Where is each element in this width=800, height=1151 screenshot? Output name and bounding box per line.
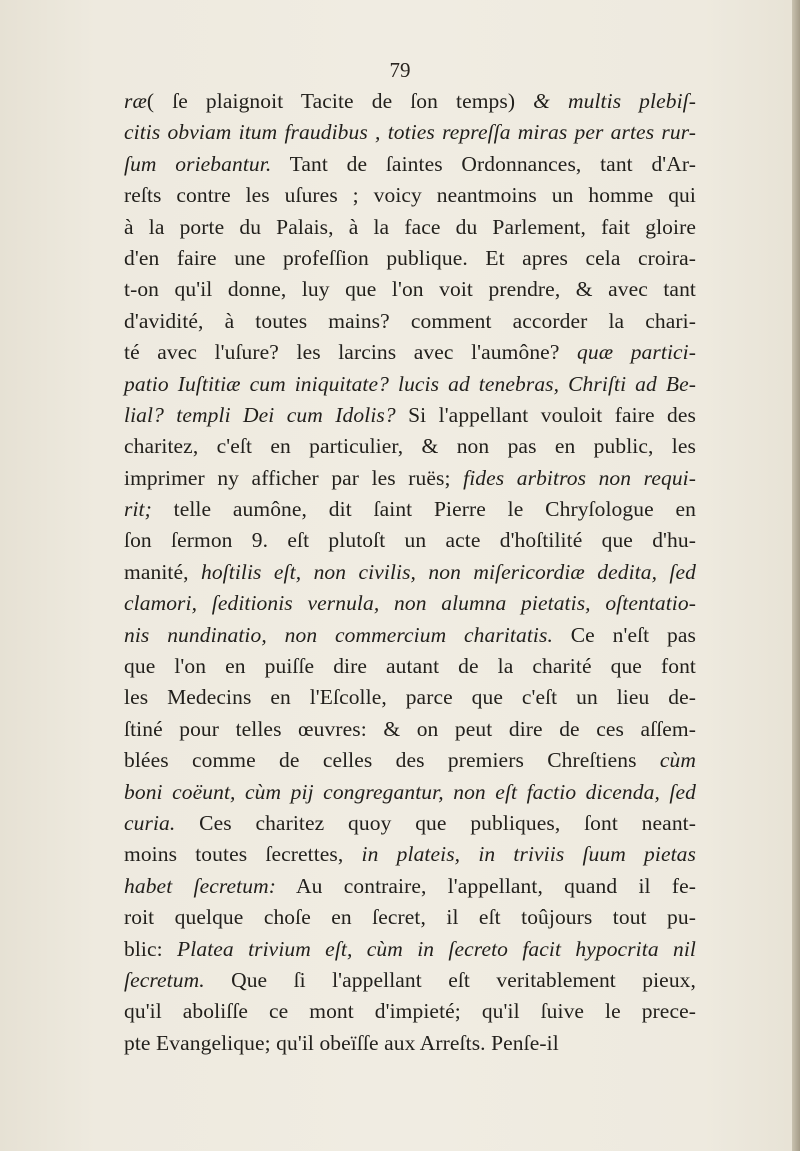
text-line: [124, 463, 696, 494]
roman-text: roit quelque choſe en ſecret, il eſt toûjours tout pu-: [124, 905, 696, 930]
text-line: [124, 902, 696, 933]
roman-text: blic:: [124, 936, 178, 961]
italic-latin-quote: ſum oriebantur.: [124, 151, 272, 176]
italic-latin-quote: quæ partici-: [577, 340, 696, 365]
text-line: [124, 369, 696, 400]
roman-text: Si l'appellant vouloit faire des: [395, 402, 697, 427]
text-line: [124, 965, 696, 996]
text-line: [124, 243, 696, 274]
text-line: [124, 934, 696, 965]
roman-text: d'avidité, à toutes mains? comment accorder la chari-: [124, 308, 696, 333]
text-line: [124, 86, 696, 117]
italic-latin-quote: curia.: [124, 810, 176, 835]
text-line: [124, 620, 696, 651]
page-number: 79: [389, 58, 411, 82]
text-line: [124, 808, 696, 839]
roman-text: ſtiné pour telles œuvres: & on peut dire de ces aſſem-: [124, 716, 696, 741]
italic-latin-quote: lial? templi Dei cum Idolis?: [124, 402, 396, 427]
roman-text: moins toutes ſecrettes,: [124, 842, 362, 867]
italic-latin-quote: boni coëunt, cùm pij congregantur, non eſt factio dicenda, ſed: [124, 779, 696, 804]
roman-text: té avec l'uſure? les larcins avec l'aumône?: [124, 340, 578, 365]
italic-latin-quote: patio Iuſtitiæ cum iniquitate? lucis ad tenebras, Chriſti ad Be-: [124, 371, 696, 396]
roman-text: Ce n'eſt pas: [552, 622, 696, 647]
text-line: [124, 839, 696, 870]
italic-latin-quote: ræ: [124, 89, 147, 113]
italic-latin-quote: citis obviam itum fraudibus , toties repreſſa miras per artes rur-: [124, 120, 696, 145]
text-line: [124, 651, 696, 682]
roman-text: que l'on en puiſſe dire autant de la charité que font: [124, 654, 696, 679]
text-line: [124, 117, 696, 148]
italic-latin-quote: rit;: [124, 497, 152, 522]
roman-text: blées comme de celles des premiers Chreſtiens: [124, 748, 660, 773]
roman-text: d'en faire une profeſſion publique. Et apres cela croira-: [124, 245, 696, 270]
text-line: [124, 149, 696, 180]
text-line: [124, 588, 696, 619]
text-line: [124, 274, 696, 305]
text-line: [124, 212, 696, 243]
roman-text: ( ſe plaignoit Tacite de ſon temps): [146, 89, 534, 113]
text-line: [124, 682, 696, 713]
roman-text: Au contraire, l'appellant, quand il fe-: [275, 873, 696, 898]
text-line: [124, 525, 696, 556]
italic-latin-quote: & multis plebiſ-: [533, 89, 696, 113]
roman-text: manité,: [124, 559, 201, 584]
text-line: [124, 996, 696, 1027]
page-edge: [792, 0, 800, 1151]
italic-latin-quote: cùm: [659, 748, 696, 773]
text-line: [124, 557, 696, 588]
roman-text: t-on qu'il donne, luy que l'on voit prendre, & avec tant: [124, 277, 696, 302]
roman-text: les Medecins en l'Eſcolle, parce que c'eſt un lieu de-: [124, 685, 696, 710]
italic-latin-quote: ſecretum.: [124, 967, 205, 992]
roman-text: imprimer ny afficher par les ruës;: [124, 465, 464, 490]
italic-latin-quote: clamori, ſeditionis vernula, non alumna pietatis, oſtentatio-: [124, 591, 696, 616]
roman-text: Que ſi l'appellant eſt veritablement pieux,: [204, 967, 696, 992]
roman-text: Ces charitez quoy que publiques, ſont neant-: [175, 810, 696, 835]
text-line: [124, 714, 696, 745]
italic-latin-quote: fides arbitros non requi-: [463, 465, 696, 490]
text-line: [124, 180, 696, 211]
italic-latin-quote: hoſtilis eſt, non civilis, non miſericordiæ dedita, ſed: [200, 559, 697, 584]
text-line: [124, 337, 696, 368]
text-line: [124, 871, 696, 902]
roman-text: charitez, c'eſt en particulier, & non pas en public, les: [124, 434, 696, 459]
text-line: [124, 400, 696, 431]
roman-text: à la porte du Palais, à la face du Parlement, fait gloire: [124, 214, 696, 239]
roman-text: qu'il aboliſſe ce mont d'impieté; qu'il ſuive le prece-: [124, 999, 696, 1024]
italic-latin-quote: nis nundinatio, non commercium charitatis.: [124, 622, 553, 647]
text-line: [124, 494, 696, 525]
roman-text: Tant de ſaintes Ordonnances, tant d'Ar-: [271, 151, 696, 176]
roman-text: pte Evangelique; qu'il obeïſſe aux Arreſts. Penſe-il: [124, 1030, 559, 1055]
italic-latin-quote: habet ſecretum:: [124, 873, 276, 898]
text-line: [124, 431, 696, 462]
roman-text: telle aumône, dit ſaint Pierre le Chryſologue en: [151, 497, 696, 522]
roman-text: ſon ſermon 9. eſt plutoſt un acte d'hoſtilité que d'hu-: [124, 528, 696, 553]
roman-text: reſts contre les uſures ; voicy neantmoins un homme qui: [124, 183, 696, 208]
body-text: [124, 86, 696, 1059]
text-line: [124, 1028, 696, 1059]
italic-latin-quote: in plateis, in triviis ſuum pietas: [361, 842, 696, 867]
text-line: [124, 306, 696, 337]
italic-latin-quote: Platea trivium eſt, cùm in ſecreto facit hypocrita nil: [177, 936, 696, 961]
text-line: [124, 777, 696, 808]
text-line: [124, 745, 696, 776]
